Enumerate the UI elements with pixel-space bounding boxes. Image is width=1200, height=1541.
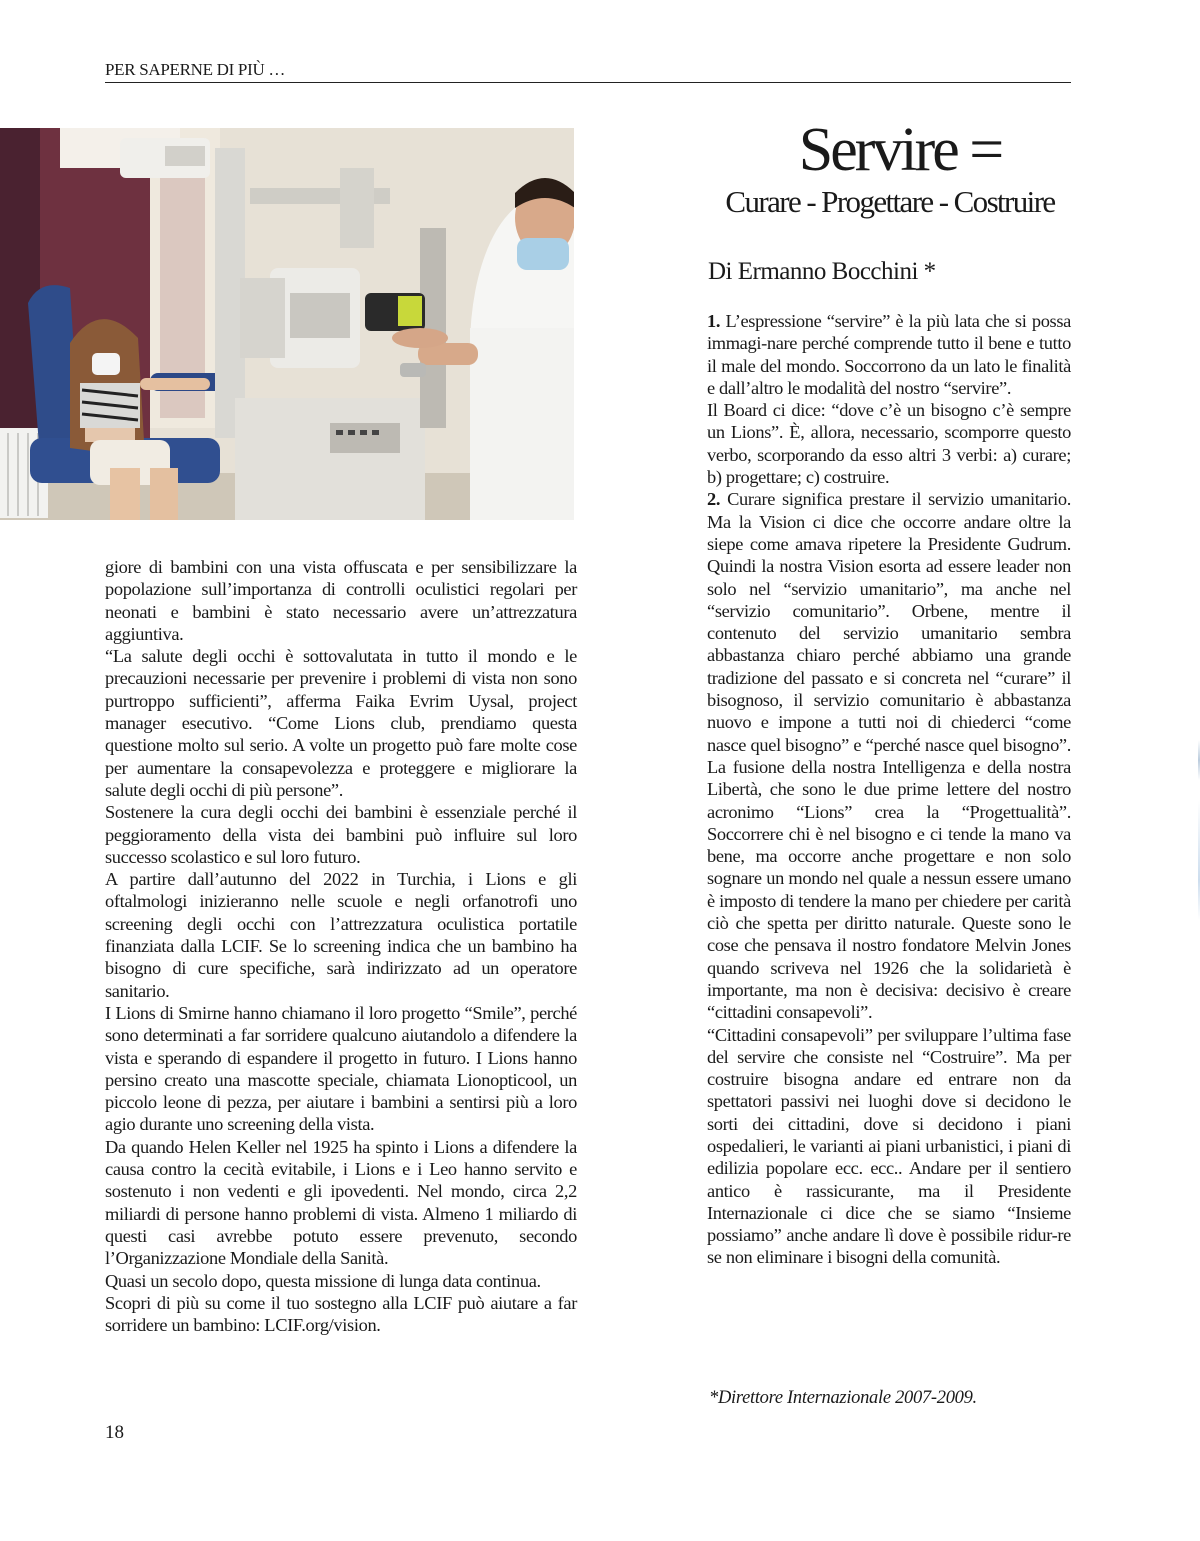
page-number: 18 (105, 1422, 124, 1443)
left-paragraph: “La salute degli occhi è sottovalutata in tutto il mondo e le precauzioni necessarie per prevenire i problemi di vista non sono purtroppo sufficienti”, afferma Faika Evrim Uysal, project manager esecutivo. “Come Lions club, prendiamo questa questione molto sul serio. A volte un progetto può fare molte cose per aumentare la consapevolezza e proteggere e migliorare la salute degli occhi di più persone”. (105, 646, 577, 800)
article-title: Servire = (798, 116, 1002, 184)
paragraph-text: L’espressione “servire” è la più lata che si possa immagi-nare perché comprende tutto il bene e tutto il male del mondo. Soccorrono da un lato le finalità e dall’altro le modalità del nostro “servire”. (707, 311, 1071, 398)
author-footnote: *Direttore Internazionale 2007-2009. (709, 1388, 977, 1408)
left-paragraph: Scopri di più su come il tuo sostegno alla LCIF può aiutare a far sorridere un bambino: LCIF.org/vision. (105, 1292, 577, 1336)
paragraph-text: Curare significa prestare il servizio umanitario. Ma la Vision ci dice che occorre andare oltre la siepe come amava ripetere la Presidente Gudrum. Quindi la nostra Vision esorta ad essere leader non solo nel “servizio umanitario”, ma anche nel “servizio comunitario”. Orbene, mentre il contenuto del servizio umanitario sembra abbastanza chiaro perché abbiamo una grande tradizione del passato e si concreta nel “curare” il bisognoso, il servizio comunitario è abbastanza nuovo e impone a tutti noi di chiederci “come nasce quel bisogno” e “perché nasce quel bisogno”. La fusione della nostra Intelligenza e della nostra Libertà, che sono le due prime lettere del nostro acronimo “Lions” crea la “Progettualità”. Soccorrere chi è nel bisogno e ci tende la mano va bene, ma occorre anche progettare e non solo sognare un mondo nel quale a nessun essere umano è imposto di tendere la mano per chiedere per carità ciò che spetta per diritto naturale. Queste sono le cose che pensava il nostro fondatore Melvin Jones quando scriveva nel 1926 che la solidarietà è importante, ma non è decisiva: decisivo è creare “cittadini consapevoli”. (707, 489, 1071, 1023)
article-paragraph-1 (707, 310, 1071, 399)
right-column-text (707, 310, 1071, 1269)
article-paragraph-2: Il Board ci dice: “dove c’è un bisogno c’è sempre un Lions”. È, allora, necessario, scomporre questo verbo, scorporando da esso altri 3 verbi: a) curare; b) progettare; c) costruire. (707, 400, 1071, 488)
article-paragraph-4: “Cittadini consapevoli” per sviluppare l’ultima fase del servire che consiste nel “Costruire”. Ma per costruire bisogna andare ed entrare non da spettatori passivi nei luoghi dove si decidono le sorti dei cittadini, dove si decidono i piani ospedalieri, le varianti ai piani urbanistici, i piani di edilizia popolare ecc. ecc.. Andare per il sentiero antico è rassicurante, ma il Presidente Internazionale ci dice che se siamo “Insieme possiamo” anche andare lì dove è possibile ridur-re se non eliminare i bisogni della comunità. (707, 1024, 1071, 1268)
left-paragraph: Quasi un secolo dopo, questa missione di lunga data continua. (105, 1270, 541, 1291)
left-column-text (105, 556, 577, 1336)
article-byline: Di Ermanno Bocchini * (708, 258, 936, 285)
left-paragraph: Da quando Helen Keller nel 1925 ha spinto i Lions a difendere la causa contro la cecità evitabile, i Lions e i Leo hanno servito e sostenuto i non vedenti e gli ipovedenti. Nel mondo, circa 2,2 miliardi di persone hanno problemi di vista. Almeno 1 miliardo di questi casi avrebbe potuto essere prevenuto, secondo l’Organizzazione Mondiale della Sanità. (105, 1136, 577, 1269)
article-subtitle: Curare - Progettare - Costruire (725, 184, 1055, 219)
eye-screening-photo (0, 128, 574, 520)
paragraph-number: 1. (707, 311, 721, 331)
left-paragraph: I Lions di Smirne hanno chiamano il loro progetto “Smile”, perché sono determinati a far sorridere qualcuno aiutandolo a difendere la vista e sperando di espandere il progetto in futuro. I Lions hanno persino creato una mascotte speciale, chiamata Lionopticool, un piccolo leone di pezza, per aiutare i bambini a sentirsi più a loro agio durante uno screening della vista. (105, 1002, 577, 1135)
article-paragraph-3 (707, 488, 1071, 1023)
header-rule (105, 82, 1071, 83)
left-paragraph: A partire dall’autunno del 2022 in Turchia, i Lions e gli oftalmologi inizieranno nelle scuole e negli orfanotrofi uno screening degli occhi con l’attrezzatura oculistica portatile finanziata dalla LCIF. Se lo screening indica che un bambino ha bisogno di cure specifiche, sarà indirizzato ad un operatore sanitario. (105, 869, 577, 1001)
left-paragraph: Sostenere la cura degli occhi dei bambini è essenziale perché il peggioramento della vista dei bambini può influire sul loro successo scolastico e sul loro futuro. (105, 802, 577, 867)
paragraph-number: 2. (707, 489, 721, 510)
section-header: PER SAPERNE DI PIÙ … (105, 60, 286, 79)
left-paragraph: giore di bambini con una vista offuscata e per sensibilizzare la popolazione sull’importanza di controlli oculistici regolari per neonati e bambini è stato necessario avere un’attrezzatura aggiuntiva. (105, 557, 577, 644)
